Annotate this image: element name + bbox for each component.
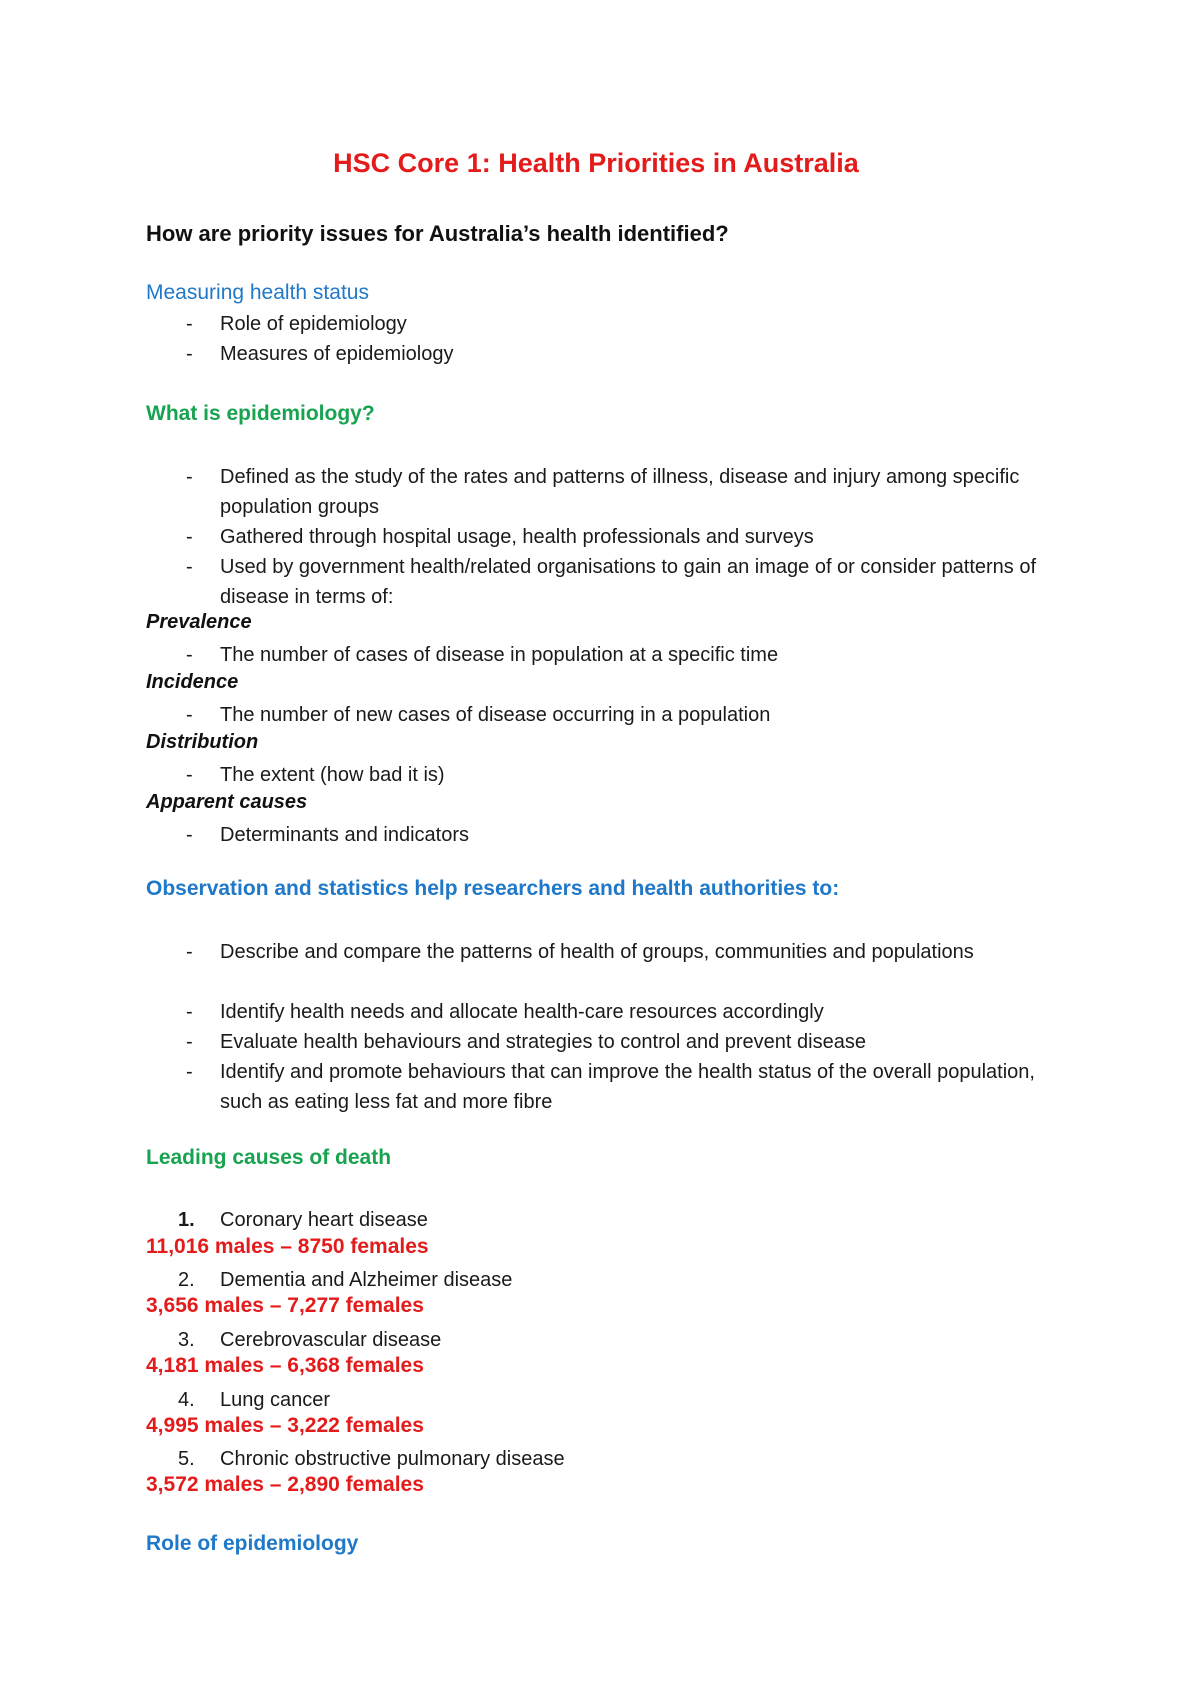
- measuring-heading: Measuring health status: [146, 281, 369, 304]
- number-marker: 3.: [178, 1329, 195, 1351]
- number-marker: 4.: [178, 1389, 195, 1411]
- bullet-marker: -: [186, 941, 193, 963]
- bullet-marker: -: [186, 466, 193, 488]
- number-marker: 2.: [178, 1269, 195, 1291]
- question-heading: How are priority issues for Australia’s health identified?: [146, 221, 729, 246]
- bullet-marker: -: [186, 343, 193, 365]
- document-page: HSC Core 1: Health Priorities in Australia How are priority issues for Australia’s health identified? Measuring health status - Role of epidemiology - Measures of epidemiology What is epidemiology? - Defined as the study of the rates and patterns of illness, disease and injury among specific population groups - Gathered through hospital usage, health professionals and surveys - Used by government health/related organisations to gain an image of or consider patterns of disease in terms of: Prevalence - The number of cases of disease in population at a specific time Incidence - The number of new cases of disease occurring in a population Distribution - The extent (how bad it is) Apparent causes - Determinants and indicators Observation and statistics help researchers and health authorities to: - Describe and compare the patterns of health of groups, communities and populations - Identify health needs and allocate health-care resources accordingly - Evaluate health behaviours and strategies to control and prevent disease - Identify and promote behaviours that can improve the health status of the overall population, such as eating less fat and more fibre Leading causes of death 1. Coronary heart disease 11,016 males – 8750 females 2. Dementia and Alzheimer disease 3,656 males – 7,277 females 3. Cerebrovascular disease 4,181 males – 6,368 females 4. Lung cancer 4,995 males – 3,222 females 5. Chronic obstructive pulmonary disease 3,572 males – 2,890 females Role of epidemiology: [0, 0, 1200, 1696]
- cause-stat: 3,572 males – 2,890 females: [146, 1473, 424, 1496]
- cause-stat: 4,995 males – 3,222 females: [146, 1414, 424, 1437]
- bullet-marker: -: [186, 1061, 193, 1083]
- bullet-marker: -: [186, 824, 193, 846]
- role-heading: Role of epidemiology: [146, 1532, 359, 1555]
- term-label: Distribution: [146, 731, 259, 753]
- term-label: Prevalence: [146, 611, 252, 633]
- number-marker: 5.: [178, 1448, 195, 1470]
- epidemiology-heading: What is epidemiology?: [146, 402, 375, 425]
- causes-heading: Leading causes of death: [146, 1146, 392, 1169]
- number-marker: 1.: [178, 1209, 195, 1231]
- cause-stat: 4,181 males – 6,368 females: [146, 1354, 424, 1377]
- bullet-marker: -: [186, 1001, 193, 1023]
- bullet-marker: -: [186, 1031, 193, 1053]
- bullet-marker: -: [186, 764, 193, 786]
- bullet-marker: -: [186, 526, 193, 548]
- term-label: Apparent causes: [146, 791, 308, 813]
- bullet-marker: -: [186, 704, 193, 726]
- bullet-marker: -: [186, 313, 193, 335]
- term-label: Incidence: [146, 671, 239, 693]
- bullet-marker: -: [186, 556, 193, 578]
- observation-heading: Observation and statistics help researchers and health authorities to:: [146, 877, 840, 900]
- bullet-marker: -: [186, 644, 193, 666]
- page-title: HSC Core 1: Health Priorities in Australia: [333, 148, 859, 178]
- cause-stat: 3,656 males – 7,277 females: [146, 1294, 424, 1317]
- cause-stat: 11,016 males – 8750 females: [146, 1235, 429, 1258]
